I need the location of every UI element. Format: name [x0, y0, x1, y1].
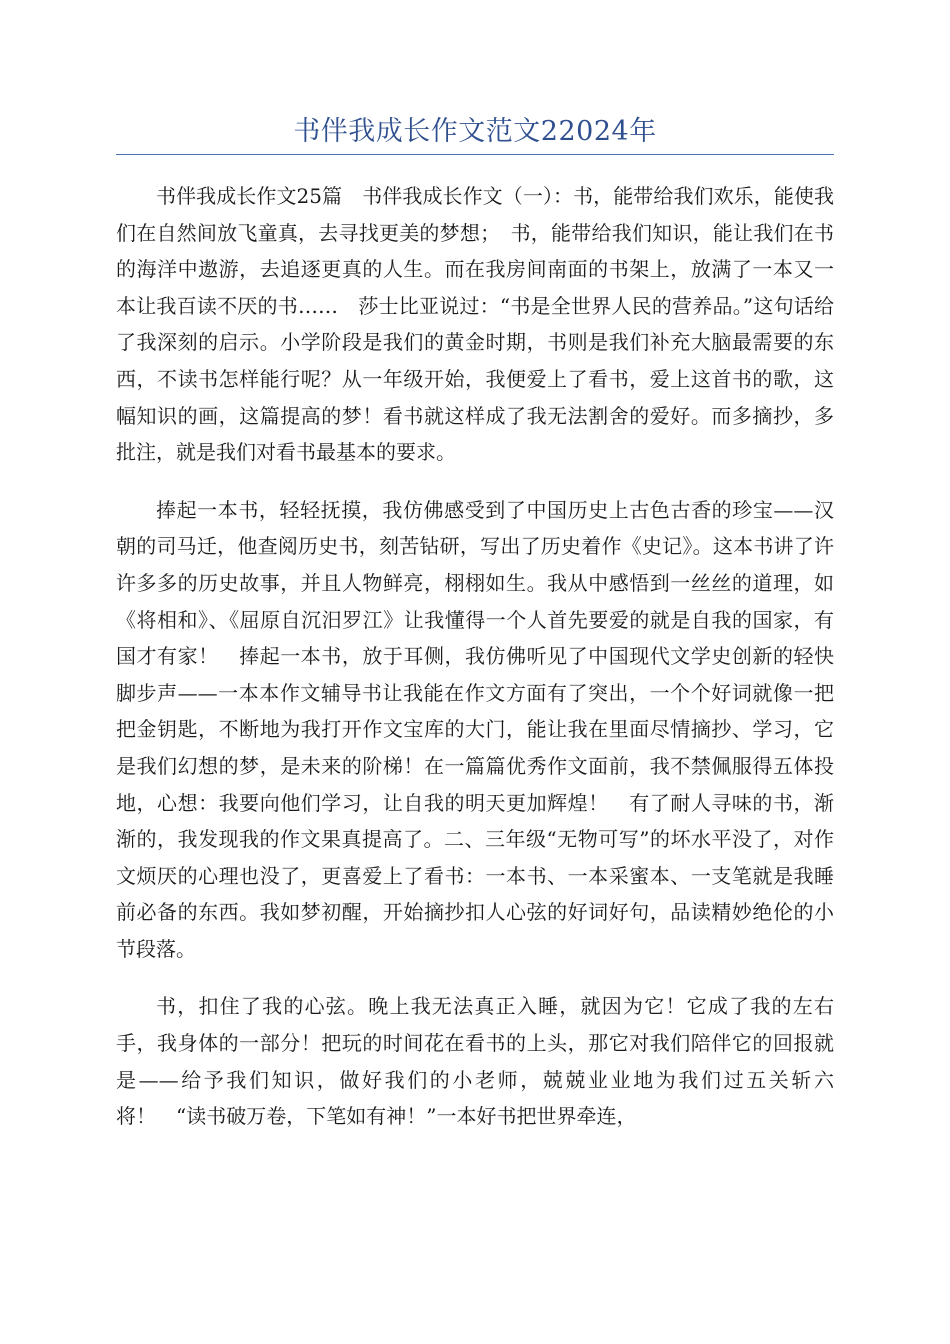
paragraph: 捧起一本书，轻轻抚摸，我仿佛感受到了中国历史上古色古香的珍宝——汉朝的司马迁，他查阅历史书，刻苦钻研，写出了历史着作《史记》。这本书讲了许许多多的历史故事，并且人物鲜亮，栩栩如生。我从中感悟到一丝丝的道理，如《将相和》、《屈原自沉汨罗江》让我懂得一个人首先要爱的就是自我的国家，有国才有家！ 捧起一本书，放于耳侧，我仿佛听见了中国现代文学史创新的轻快脚步声——一本本作文辅导书让我能在作文方面有了突出，一个个好词就像一把把金钥匙，不断地为我打开作文宝库的大门，能让我在里面尽情摘抄、学习，它是我们幻想的梦，是未来的阶梯！在一篇篇优秀作文面前，我不禁佩服得五体投地，心想：我要向他们学习，让自我的明天更加辉煌！ 有了耐人寻味的书，渐渐的，我发现我的作文果真提高了。二、三年级“无物可写”的坏水平没了，对作文烦厌的心理也没了，更喜爱上了看书：一本书、一本采蜜本、一支笔就是我睡前必备的东西。我如梦初醒，开始摘抄扣人心弦的好词好句，品读精妙绝伦的小节段落。 — [116, 497, 834, 961]
paragraph: 书伴我成长作文25篇 书伴我成长作文（一）：书，能带给我们欢乐，能使我们在自然间放飞童真，去寻找更美的梦想； 书，能带给我们知识，能让我们在书的海洋中遨游，去追逐更真的人生。而在我房间南面的书架上，放满了一本又一本让我百读不厌的书…… 莎士比亚说过：“书是全世界人民的营养品。”这句话给了我深刻的启示。小学阶段是我们的黄金时期，书则是我们补充大脑最需要的东西，不读书怎样能行呢？从一年级开始，我便爱上了看书，爱上这首书的歌，这幅知识的画，这篇提高的梦！看书就这样成了我无法割舍的爱好。而多摘抄，多批注，就是我们对看书最基本的要求。 — [116, 184, 834, 465]
document-body — [116, 178, 834, 1156]
document-title: 书伴我成长作文范文22024年 — [293, 116, 657, 147]
paragraph: 书，扣住了我的心弦。晚上我无法真正入睡，就因为它！它成了我的左右手，我身体的一部分！把玩的时间花在看书的上头，那它对我们陪伴它的回报就是——给予我们知识，做好我们的小老师，兢兢业业地为我们过五关斩六将！ “读书破万卷，下笔如有神！”一本好书把世界牵连， — [116, 994, 834, 1129]
title-underline — [116, 154, 834, 155]
